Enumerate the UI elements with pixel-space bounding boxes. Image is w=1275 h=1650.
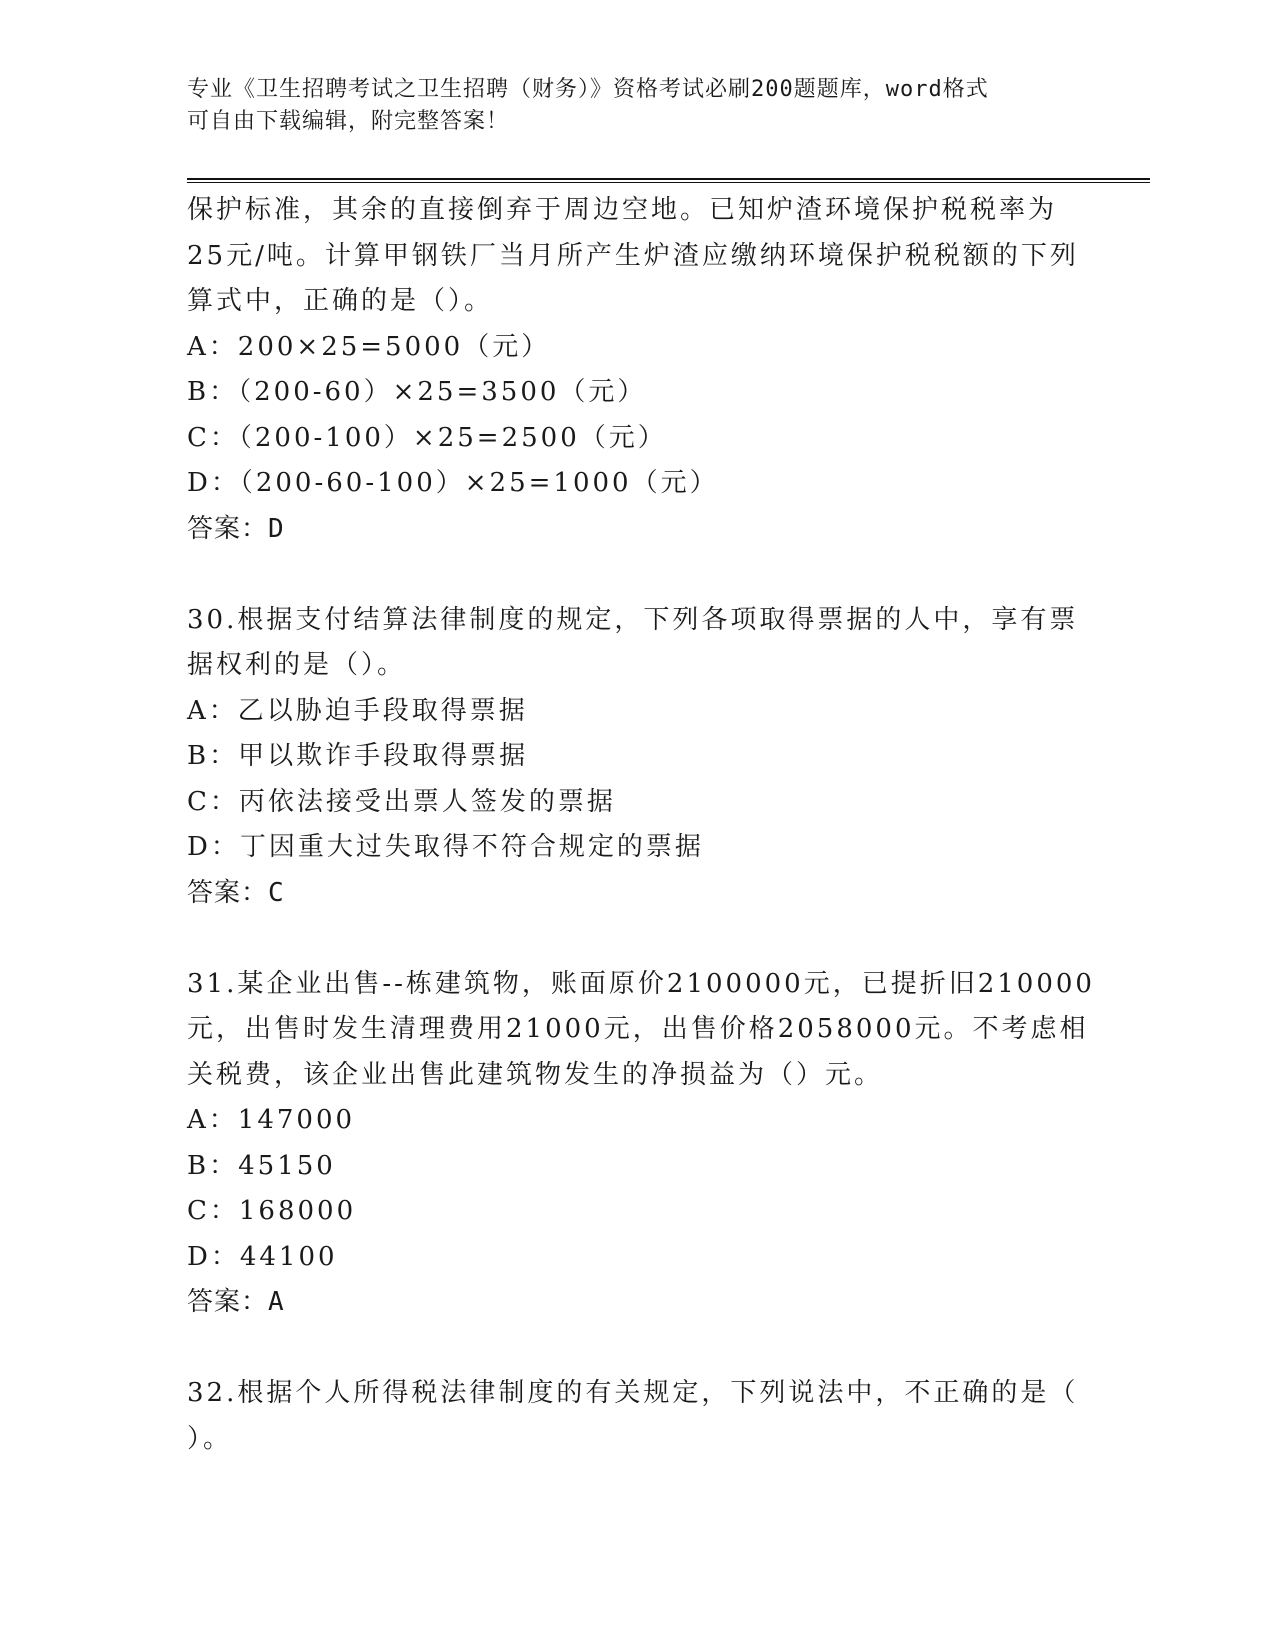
question-text-line: 25元/吨。计算甲钢铁厂当月所产生炉渣应缴纳环境保护税税额的下列 [187, 240, 1079, 271]
header-line-1: 专业《卫生招聘考试之卫生招聘（财务）》资格考试必刷200题题库，word格式 [187, 77, 989, 102]
header-line-2: 可自由下载编辑，附完整答案！ [187, 109, 510, 134]
spacer [187, 916, 1087, 962]
header-divider-bottom [187, 182, 1150, 183]
header-divider-top [187, 178, 1150, 180]
question-text-line: 算式中，正确的是（）。 [187, 286, 494, 316]
question-text-line: 保护标准，其余的直接倒弃于周边空地。已知炉渣环境保护税税率为 [187, 195, 1058, 225]
question-text-line: ）。 [187, 1423, 233, 1454]
page-header [187, 74, 1067, 138]
question-text-line: 32.根据个人所得税法律制度的有关规定，下列说法中，不正确的是（ [187, 1378, 1079, 1408]
answer-line: 答案：D [187, 513, 285, 544]
option-a: A：200×25=5000（元） [187, 331, 551, 362]
option-b: B：甲以欺诈手段取得票据 [187, 741, 529, 771]
option-a: A：147000 [187, 1105, 356, 1135]
question-text-line: 31.某企业出售--栋建筑物，账面原价2100000元，已提折旧210000 [187, 968, 1095, 999]
option-c: C：丙依法接受出票人签发的票据 [187, 786, 616, 817]
question-30 [187, 598, 1087, 917]
answer-line: 答案：A [187, 1287, 285, 1317]
document-body [187, 188, 1095, 1462]
spacer [187, 1326, 1087, 1372]
question-text-line: 关税费，该企业出售此建筑物发生的净损益为（）元。 [187, 1059, 884, 1090]
question-continued [187, 188, 1087, 552]
option-b: B：（200-60）×25=3500（元） [187, 377, 647, 407]
question-text-line: 元，出售时发生清理费用21000元，出售价格2058000元。不考虑相 [187, 1014, 1089, 1044]
question-32 [187, 1371, 1087, 1462]
option-b: B：45150 [187, 1150, 336, 1181]
answer-line: 答案：C [187, 877, 285, 908]
question-31 [187, 962, 1095, 1326]
option-d: D：丁因重大过失取得不符合规定的票据 [187, 832, 704, 862]
option-d: D：（200-60-100）×25=1000（元） [187, 468, 719, 498]
question-text-line: 据权利的是（）。 [187, 650, 407, 680]
question-text-line: 30.根据支付结算法律制度的规定，下列各项取得票据的人中，享有票 [187, 604, 1079, 635]
option-c: C：168000 [187, 1196, 357, 1226]
option-a: A：乙以胁迫手段取得票据 [187, 695, 528, 726]
option-c: C：（200-100）×25=2500（元） [187, 422, 667, 453]
option-d: D：44100 [187, 1241, 338, 1272]
spacer [187, 552, 1087, 598]
